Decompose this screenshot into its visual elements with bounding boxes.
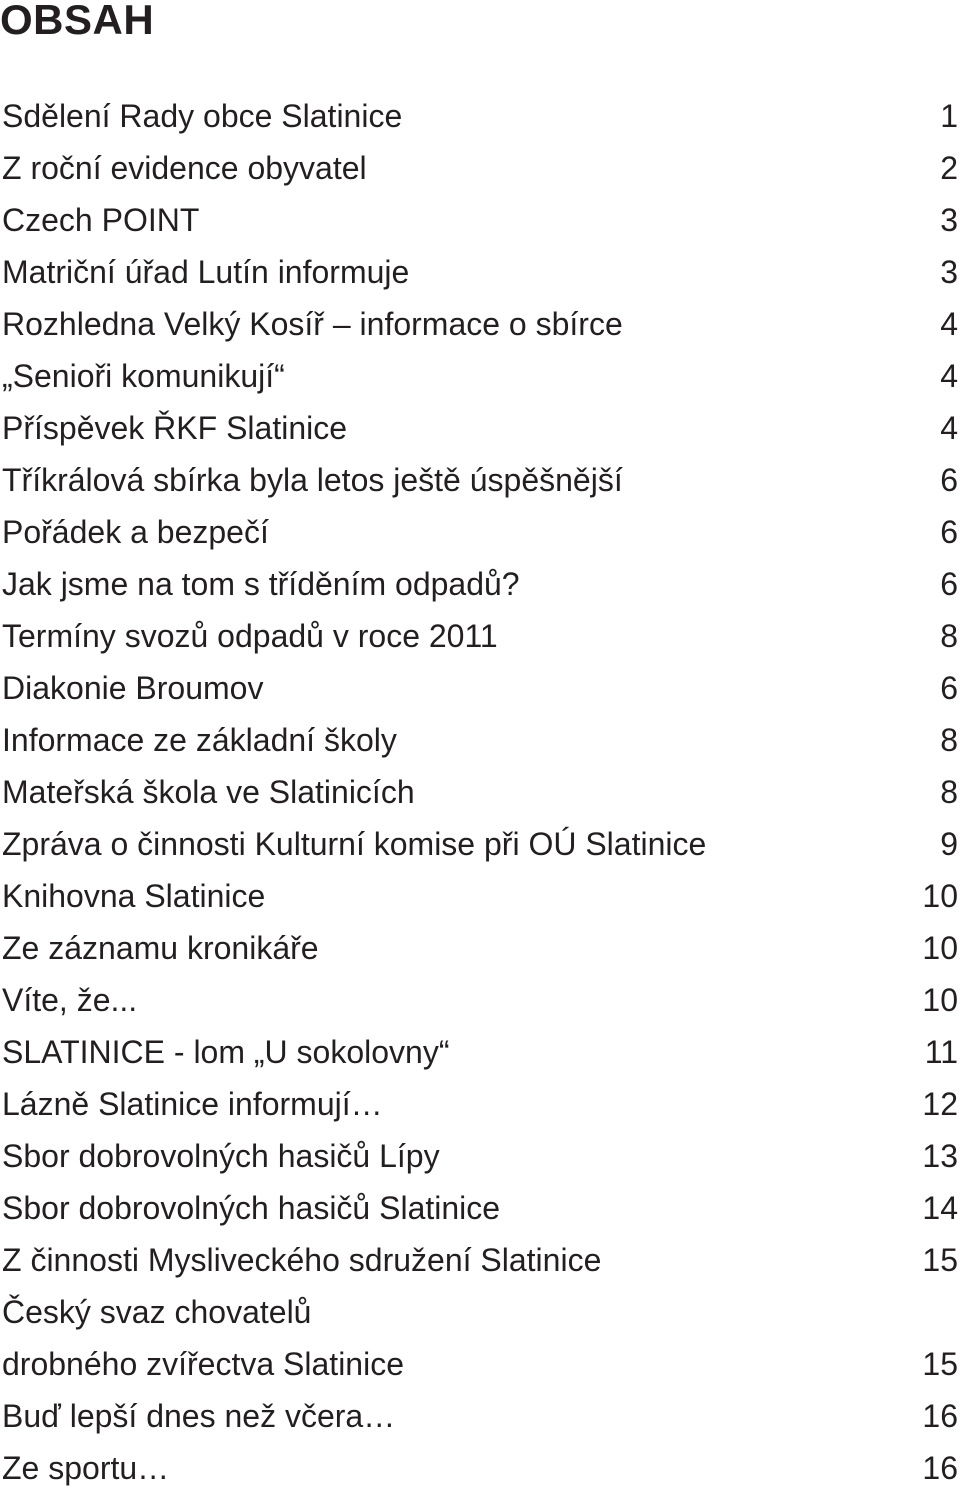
toc-entry-title: Tříkrálová sbírka byla letos ještě úspěšnější: [2, 462, 623, 498]
toc-entry-page-number: 8: [940, 774, 958, 810]
toc-entry-title: Ze záznamu kronikáře: [2, 930, 319, 966]
toc-entry-page-number: 6: [940, 566, 958, 602]
table-of-contents: [0, 90, 960, 1494]
toc-entry: [0, 766, 960, 818]
toc-entry: [0, 1182, 960, 1234]
toc-entry: [0, 90, 960, 142]
toc-entry-title: Mateřská škola ve Slatinicích: [2, 774, 415, 810]
toc-entry-page-number: 8: [940, 722, 958, 758]
toc-entry-page-number: 14: [922, 1190, 958, 1226]
toc-entry-title: Sbor dobrovolných hasičů Lípy: [2, 1138, 440, 1174]
toc-entry: [0, 974, 960, 1026]
page-title: OBSAH: [0, 0, 155, 43]
toc-entry: [0, 558, 960, 610]
toc-entry-title: Matriční úřad Lutín informuje: [2, 254, 410, 290]
toc-entry-page-number: 15: [922, 1242, 958, 1278]
toc-entry-title: Zpráva o činnosti Kulturní komise při OÚ Slatinice: [2, 826, 707, 862]
toc-entry: [0, 662, 960, 714]
toc-entry-page-number: 4: [940, 306, 958, 342]
toc-entry: [0, 610, 960, 662]
toc-entry-title: Informace ze základní školy: [2, 722, 397, 758]
toc-entry: [0, 246, 960, 298]
toc-entry-title: Z činnosti Mysliveckého sdružení Slatinice: [2, 1242, 602, 1278]
toc-entry-page-number: 4: [940, 410, 958, 446]
toc-entry-title: Knihovna Slatinice: [2, 878, 266, 914]
toc-entry: [0, 506, 960, 558]
toc-entry: [0, 1234, 960, 1286]
toc-entry-title: Rozhledna Velký Kosíř – informace o sbírce: [2, 306, 623, 342]
toc-entry: [0, 1286, 960, 1338]
toc-entry-title: Příspěvek ŘKF Slatinice: [2, 410, 348, 446]
toc-entry-title: Pořádek a bezpečí: [2, 514, 269, 550]
toc-entry-page-number: 6: [940, 670, 958, 706]
toc-entry: [0, 922, 960, 974]
toc-entry-title: „Senioři komunikují“: [2, 358, 285, 394]
toc-entry: [0, 298, 960, 350]
toc-entry-page-number: 9: [940, 826, 958, 862]
toc-entry-page-number: 10: [922, 878, 958, 914]
toc-entry-title: Termíny svozů odpadů v roce 2011: [2, 618, 498, 654]
toc-entry: [0, 870, 960, 922]
toc-entry: [0, 714, 960, 766]
toc-entry-title: Český svaz chovatelů: [2, 1294, 312, 1330]
toc-entry-title: Czech POINT: [2, 202, 200, 238]
toc-entry: [0, 1338, 960, 1390]
toc-entry-page-number: 4: [940, 358, 958, 394]
toc-entry-page-number: 6: [940, 462, 958, 498]
toc-entry-page-number: 2: [940, 150, 958, 186]
toc-entry-title: Jak jsme na tom s tříděním odpadů?: [2, 566, 520, 602]
toc-entry: [0, 1442, 960, 1494]
toc-entry: [0, 1390, 960, 1442]
toc-entry: [0, 142, 960, 194]
toc-entry-title: Lázně Slatinice informují…: [2, 1086, 383, 1122]
toc-entry-page-number: 12: [922, 1086, 958, 1122]
toc-entry-title: Sdělení Rady obce Slatinice: [2, 98, 403, 134]
toc-entry-page-number: 16: [922, 1398, 958, 1434]
toc-entry-title: Z roční evidence obyvatel: [2, 150, 367, 186]
toc-entry-title: drobného zvířectva Slatinice: [2, 1346, 404, 1382]
toc-entry: [0, 194, 960, 246]
toc-entry: [0, 1130, 960, 1182]
toc-entry-page-number: 15: [922, 1346, 958, 1382]
toc-entry-title: Diakonie Broumov: [2, 670, 264, 706]
toc-entry-page-number: 11: [924, 1034, 958, 1070]
toc-entry: [0, 454, 960, 506]
toc-entry-page-number: 10: [922, 930, 958, 966]
toc-entry-page-number: 3: [940, 254, 958, 290]
toc-entry: [0, 1078, 960, 1130]
toc-entry-page-number: 6: [940, 514, 958, 550]
toc-entry-title: Ze sportu…: [2, 1450, 170, 1486]
toc-entry-page-number: 1: [940, 98, 958, 134]
toc-entry: [0, 350, 960, 402]
toc-entry-page-number: 16: [922, 1450, 958, 1486]
toc-entry-title: Sbor dobrovolných hasičů Slatinice: [2, 1190, 501, 1226]
toc-entry-page-number: 3: [940, 202, 958, 238]
toc-entry-page-number: 8: [940, 618, 958, 654]
toc-entry: [0, 402, 960, 454]
toc-entry-page-number: 13: [922, 1138, 958, 1174]
toc-entry-title: Víte, že...: [2, 982, 138, 1018]
toc-entry: [0, 818, 960, 870]
toc-entry-title: SLATINICE - lom „U sokolovny“: [2, 1034, 450, 1070]
toc-entry-title: Buď lepší dnes než včera…: [2, 1398, 396, 1434]
toc-entry: [0, 1026, 960, 1078]
toc-entry-page-number: 10: [922, 982, 958, 1018]
